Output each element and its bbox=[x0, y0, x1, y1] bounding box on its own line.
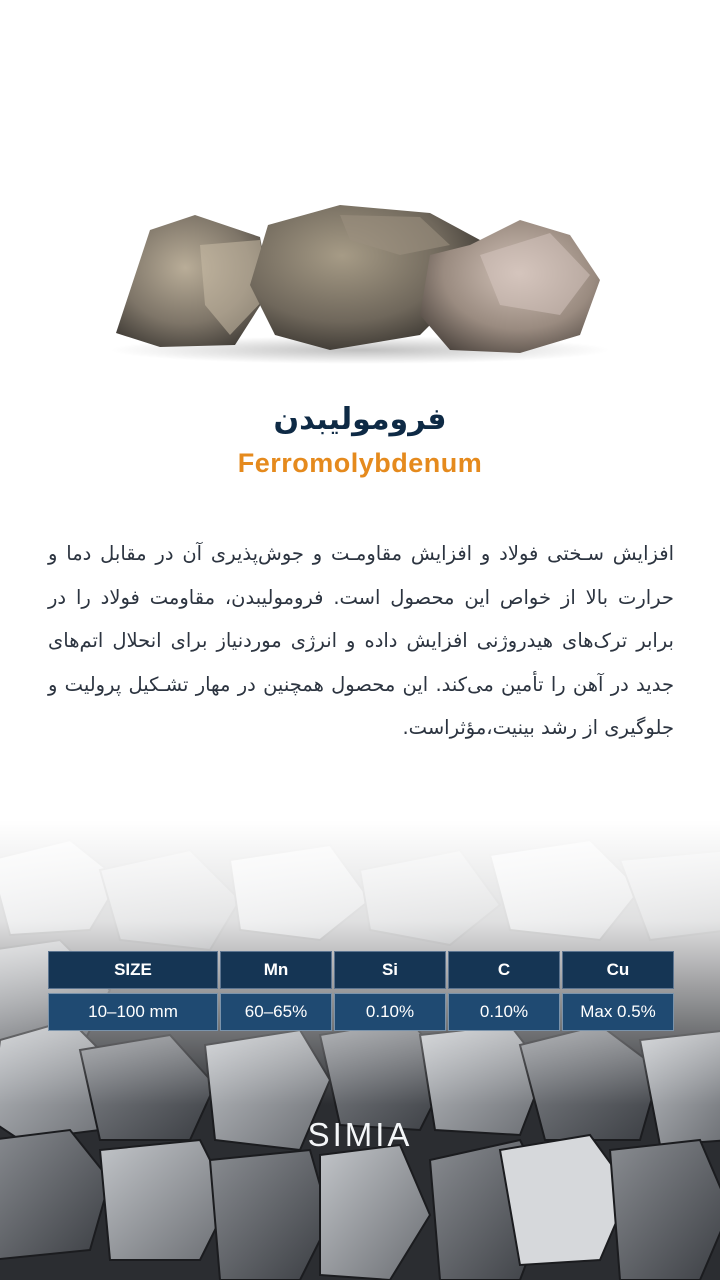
header-si: Si bbox=[334, 951, 446, 989]
product-rocks-image bbox=[100, 185, 620, 375]
cell-cu: Max 0.5% bbox=[562, 993, 674, 1031]
brand-logo: SIMIA bbox=[307, 1116, 413, 1153]
header-c: C bbox=[448, 951, 560, 989]
cell-c: 0.10% bbox=[448, 993, 560, 1031]
header-cu: Cu bbox=[562, 951, 674, 989]
cell-mn: 60–65% bbox=[220, 993, 332, 1031]
specification-table bbox=[46, 951, 676, 1031]
product-title-persian: فرومولیبدن bbox=[273, 402, 447, 437]
header-size: SIZE bbox=[48, 951, 218, 989]
header-mn: Mn bbox=[220, 951, 332, 989]
table-header-row bbox=[48, 951, 674, 989]
gravel-background-image bbox=[0, 820, 720, 1280]
cell-si: 0.10% bbox=[334, 993, 446, 1031]
table-row bbox=[48, 993, 674, 1031]
cell-size: 10–100 mm bbox=[48, 993, 218, 1031]
product-title-english: Ferromolybdenum bbox=[237, 448, 483, 478]
product-description: افزایش سـختی فولاد و افزایش مقاومـت و جوش‌پذیری آن در مقابل دما و حرارت بالا از خواص این محصول است. فرومولیبدن، مقاومت فولاد را در برابر ترک‌های هیدروژنی افزایش داده و انرژی موردنیاز برای انحلال اتم‌های جدید در آهن را تأمین می‌کند. این محصول همچنین در مهار تشـکیل پرولیت و جلوگیری از رشد بینیت،مؤثراست. bbox=[48, 542, 674, 739]
